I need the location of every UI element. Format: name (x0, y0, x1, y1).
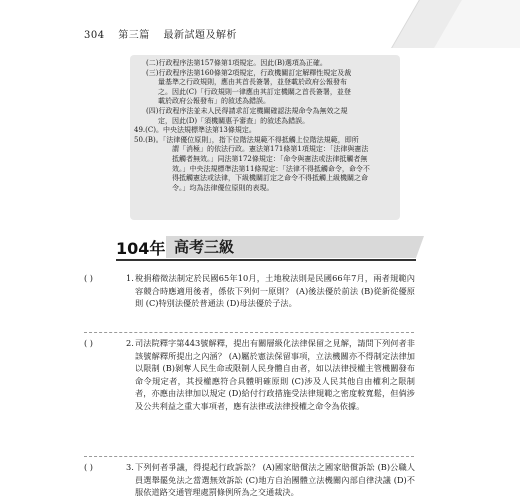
page-header (84, 26, 247, 41)
section-title: 高考三級 (166, 236, 416, 258)
explanation-line: (二)行政程序法第157條第1項規定。因此(B)選項為正確。 (146, 59, 327, 67)
section-divider (116, 259, 416, 261)
explanation-line: (三)行政程序法第160條第2項規定，行政機關訂定解釋性規定及裁 (146, 68, 352, 77)
question-3 (84, 461, 414, 500)
answer-50-line: 謂「消極」的依法行政。憲法第171條第1項規定：「法律與憲法 (172, 145, 369, 154)
answer-50-line: 令。」均為法律優位原則的表現。 (172, 183, 274, 192)
explanation-box (130, 55, 400, 220)
answer-50-line: 得抵觸憲法或法律，下級機關訂定之命令不得抵觸上級機關之命 (172, 174, 368, 183)
part-label: 第三篇 (118, 30, 150, 41)
explanation-line: 定，因此(D)「須機關惠予審查」的敘述為錯誤。 (158, 116, 310, 125)
question-1 (84, 272, 414, 332)
question-2 (84, 337, 414, 457)
explanation-line: 載於政府公報發布」的敘述為錯誤。 (158, 97, 270, 106)
answer-blank: ( ) (84, 273, 93, 283)
section-banner (116, 236, 416, 258)
page-number: 304 (84, 30, 105, 41)
question-text: 司法院釋字第443號解釋，提出有關層級化法律保留之見解，請問下列何者非該號解釋所提出之內涵？ (A)屬於憲法保留事項，立法機關亦不得制定法律加以限制 (B)剝奪人民生命或限制人民身體自由者，如以法律授權主管機關發布命令規定者，其授權應符合具體明確原則 (C)涉及人民其他自由權利之限制者，亦應由法律加以規定 (D)給付行政措施受法律規範之密度較寬鬆，但倘涉及公共利益之重大事項者，應有法律或法律授權之命令為依據。 (135, 338, 415, 411)
explanation-line: (四)行政程序法並未人民得請求訂定機關確認法規命令為無效之規 (146, 106, 348, 115)
answer-50-line: 效。」中央法規標準法第11條規定：「法律不得抵觸命令，命令不 (172, 164, 370, 173)
question-text: 稅捐稽徵法制定於民國65年10月，土地稅法則是民國66年7月，兩者規範內容競合時應適用後者，係依下列何一原則？ (A)後法優於前法 (B)從新從優原則 (C)特別法優於普通法 (D)母法優於子法。 (135, 273, 415, 309)
header-title: 最新試題及解析 (163, 30, 237, 41)
answer-blank: ( ) (84, 338, 93, 348)
question-separator (84, 456, 414, 457)
question-text: 下列何者爭議，得提起行政訴訟？ (A)國家賠償法之國家賠償訴訟 (B)公職人員選舉罷免法之當選無效訴訟 (C)地方自治團體立法機關內部自律決議 (D)不服依道路交通管理處罰條例所為之交通裁決。 (135, 462, 415, 498)
question-number: 3. (126, 462, 134, 472)
answer-50-line: 50.(B)。「法律優位原則」，指下位階法規範不得抵觸上位階法規範，即所 (134, 135, 359, 144)
question-number: 2. (126, 338, 134, 348)
answer-blank: ( ) (84, 462, 93, 472)
section-year: 104年 (116, 239, 166, 258)
explanation-line: 量基準之行政規則，應由其首長簽署，並登載於政府公報發布 (158, 78, 347, 87)
question-number: 1. (126, 273, 134, 283)
explanation-line: 之。因此(C)「行政規則一律應由其訂定機關之首長簽署，並登 (158, 87, 351, 96)
question-separator (84, 332, 414, 333)
answer-49: 49.(C)。中央法規標準法第13條規定。 (134, 126, 256, 135)
answer-50-line: 抵觸者無效。」同法第172條規定：「命令與憲法或法律抵觸者無 (172, 154, 368, 163)
